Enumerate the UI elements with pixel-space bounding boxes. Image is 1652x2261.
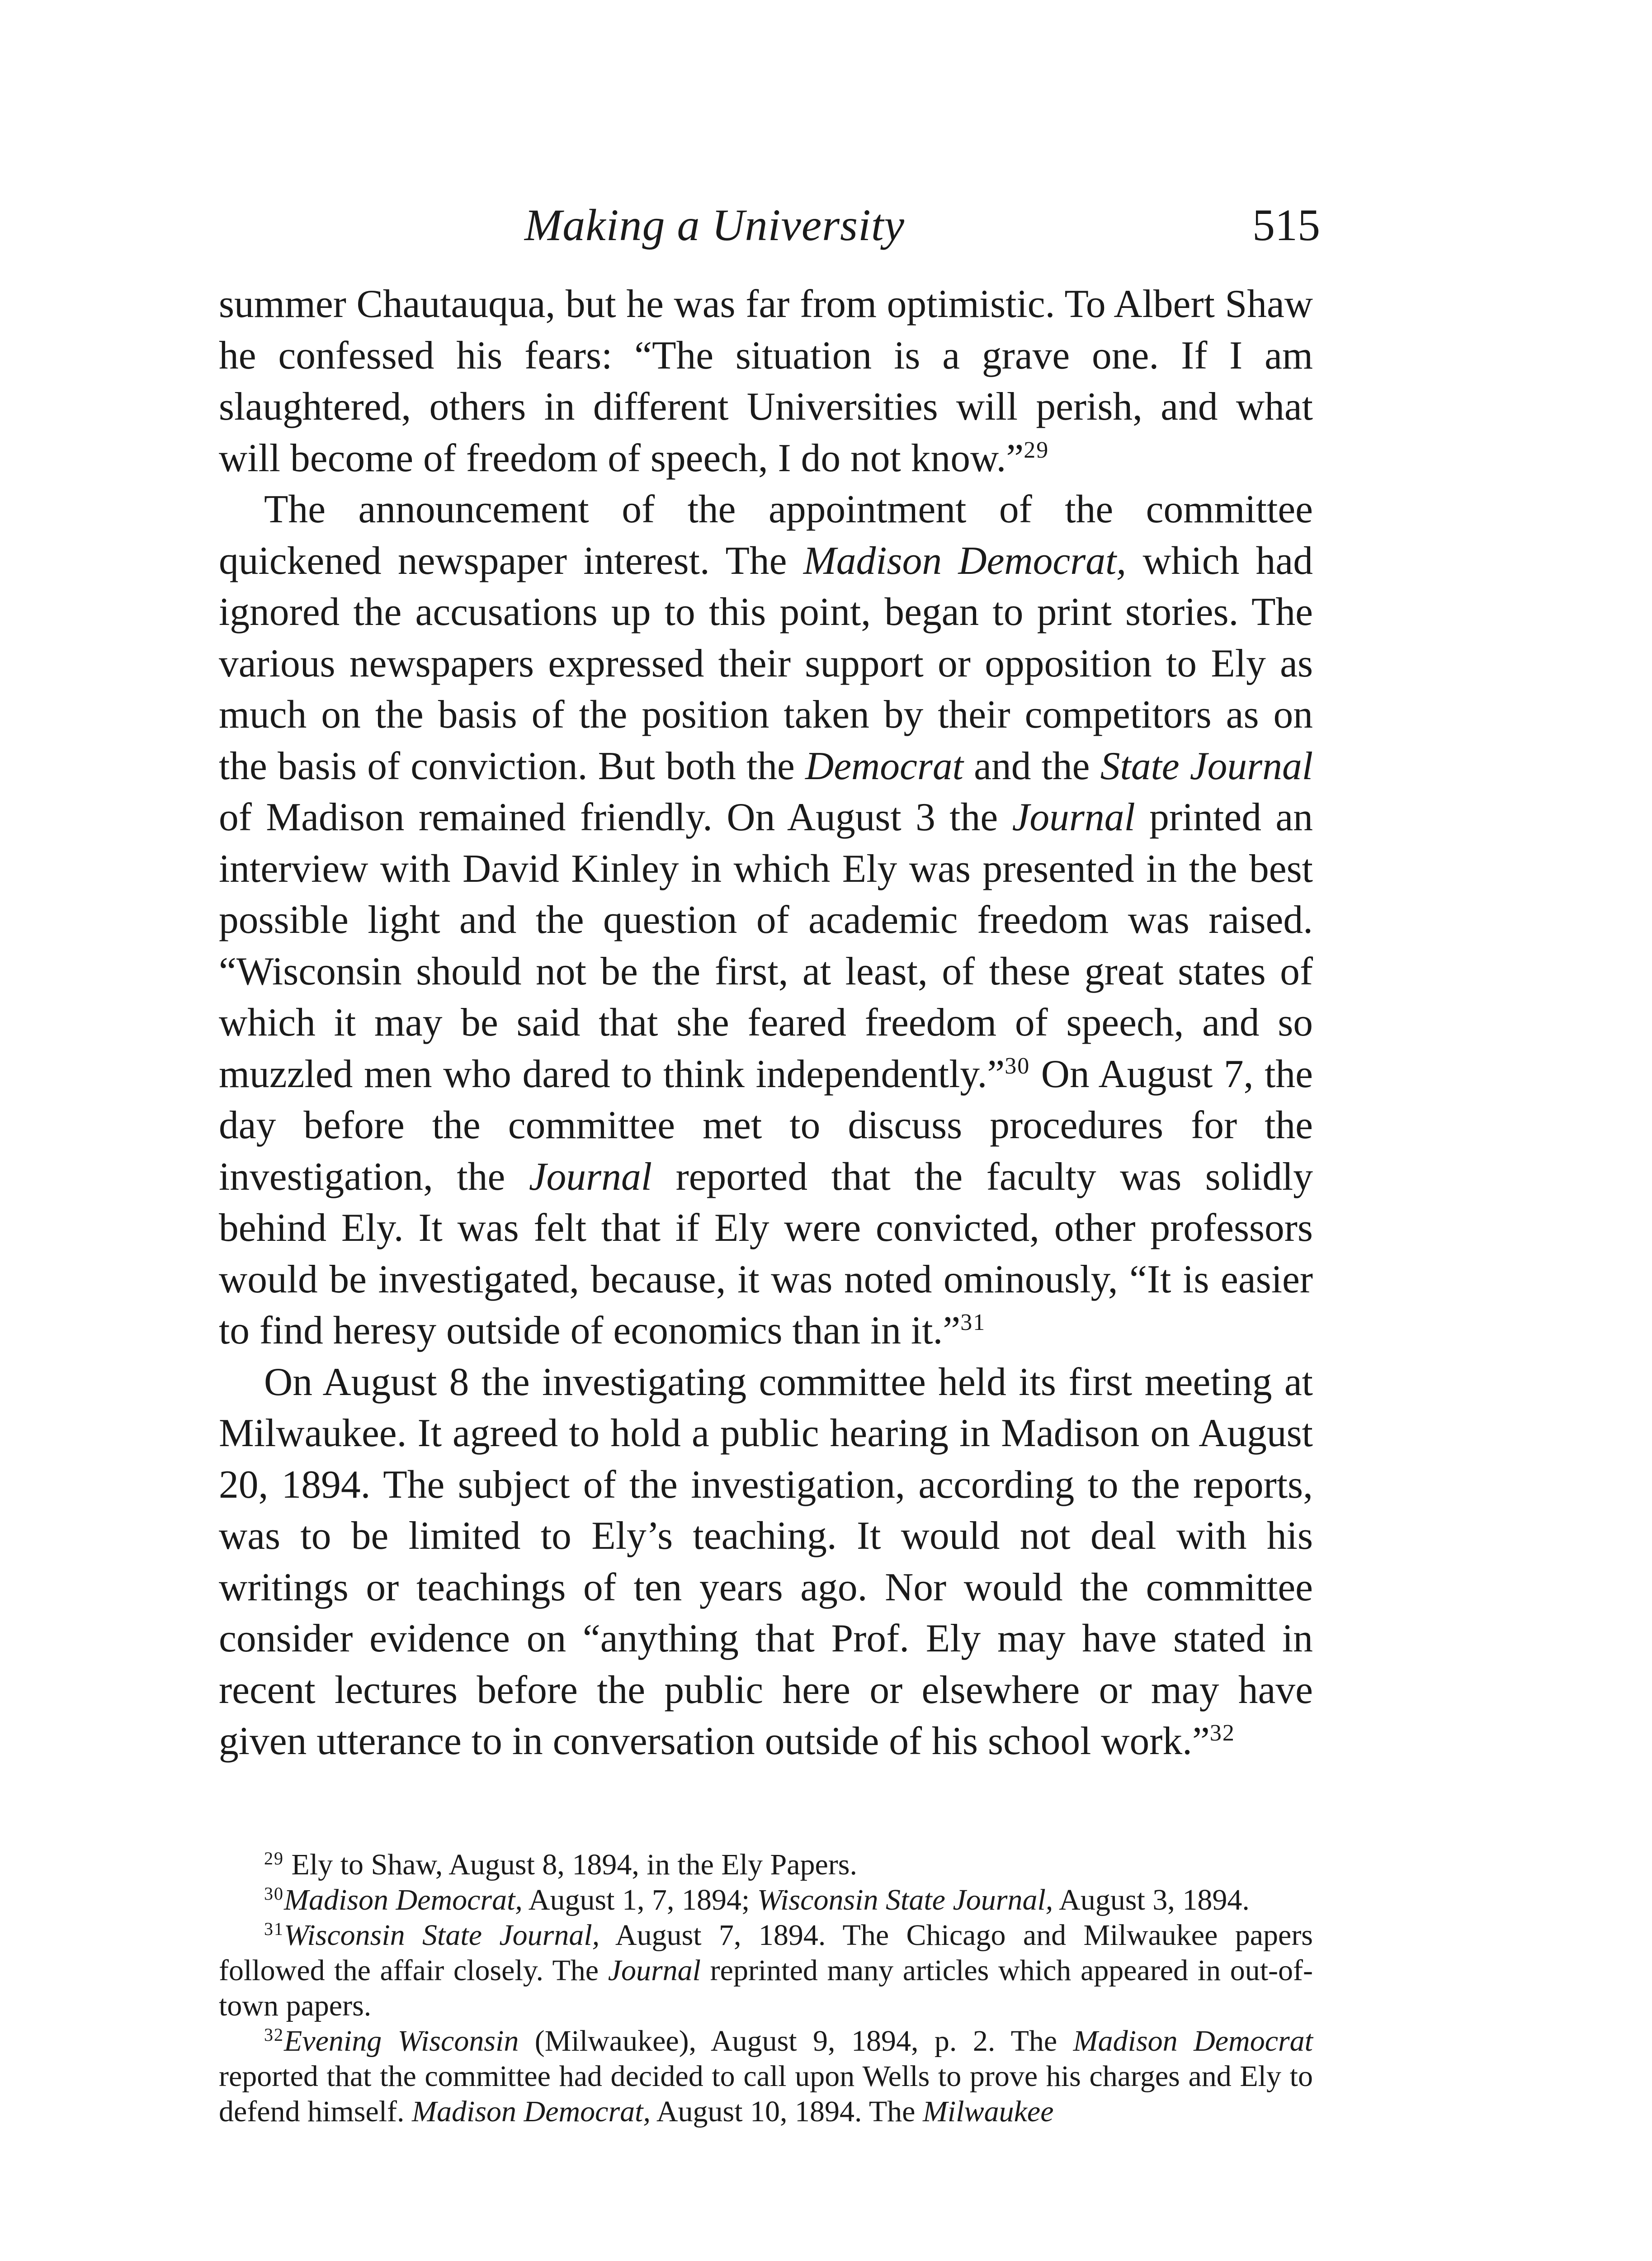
italic-title: Journal: [1012, 795, 1135, 839]
italic-title: State Journal: [1100, 743, 1313, 788]
text-run: August 7, 1894. The Chicago and Milwaukee papers followed the affair closely. The: [219, 1919, 1313, 1987]
italic-title: Madison Democrat,: [412, 2095, 651, 2128]
text-run: Ely to Shaw, August 8, 1894, in the Ely Papers.: [284, 1848, 857, 1881]
footnotes: [219, 1847, 1313, 2129]
footnote-ref-32: 32: [1209, 1720, 1235, 1746]
italic-title: Journal: [529, 1154, 652, 1198]
text-run: reprinted many articles which appeared in out-of-town papers.: [219, 1954, 1313, 2022]
paragraph-3: [219, 1356, 1313, 1767]
footnote-31: [219, 1918, 1313, 2024]
italic-title: Journal: [608, 1954, 701, 1987]
page-number: 515: [1252, 200, 1320, 250]
footnote-32: [219, 2024, 1313, 2129]
italic-title: Democrat: [805, 743, 963, 788]
italic-title: Wisconsin State Journal,: [284, 1919, 600, 1952]
text-run: The announcement of the appointment of the committee quickened newspaper interest. The: [219, 487, 1313, 582]
footnote-number: 32: [264, 2024, 284, 2045]
italic-title: Madison Democrat,: [284, 1883, 523, 1916]
text-run: August 3, 1894.: [1053, 1883, 1250, 1916]
footnote-number: 29: [264, 1848, 284, 1868]
body-text: [219, 278, 1313, 1767]
text-run: reported that the faculty was solidly behind Ely. It was felt that if Ely were convicted, other professors would be investigated, because, it was noted ominously, “It is easier to find heresy outside of economics than in it.”: [219, 1154, 1313, 1352]
italic-title: Milwaukee: [922, 2095, 1054, 2128]
footnote-ref-31: 31: [960, 1310, 986, 1335]
text-run: August 1, 7, 1894;: [522, 1883, 757, 1916]
paragraph-1: [219, 278, 1313, 483]
paragraph-2: [219, 483, 1313, 1356]
footnote-29: [219, 1847, 1313, 1883]
footnote-30: [219, 1883, 1313, 1918]
italic-title: Madison Democrat: [1073, 2024, 1313, 2058]
text-run: of Madison remained friendly. On August 3 the: [219, 795, 1012, 839]
italic-title: Madison Democrat,: [803, 538, 1127, 582]
footnote-number: 31: [264, 1919, 284, 1939]
text-run: printed an interview with David Kinley in which Ely was presented in the best possible light and the question of academic freedom was raised. “Wisconsin should not be the first, at least, of these great states of which it may be said that she feared freedom of speech, and so muzzled men who dared to think independently.”: [219, 795, 1313, 1096]
text-run: (Milwaukee), August 9, 1894, p. 2. The: [519, 2024, 1073, 2058]
italic-title: Evening Wisconsin: [284, 2024, 519, 2058]
italic-title: Wisconsin State Journal,: [757, 1883, 1053, 1916]
text-run: and the: [963, 743, 1100, 788]
text-run: On August 8 the investigating committee held its first meeting at Milwaukee. It agreed to hold a public hearing in Madison on August 20, 1894. The subject of the investigation, according to the reports, was to be limited to Ely’s teaching. It would not deal with his writings or teachings of ten years ago. Nor would the committee consider evidence on “anything that Prof. Ely may have stated in recent lectures before the public here or elsewhere or may have given utterance to in conversation outside of his school work.”: [219, 1359, 1313, 1763]
text-run: reported that the committee had decided to call upon Wells to prove his charges and Ely to defend himself.: [219, 2060, 1313, 2128]
page-header: [524, 199, 1320, 258]
footnote-number: 30: [264, 1883, 284, 1904]
text-run: August 10, 1894. The: [650, 2095, 923, 2128]
footnote-ref-29: 29: [1024, 437, 1049, 463]
text-run: On August 7, the day before the committee met to discuss procedures for the investigation, the: [219, 1051, 1313, 1198]
running-head: Making a University: [524, 200, 905, 250]
footnote-ref-30: 30: [1005, 1053, 1030, 1079]
text-run: which had ignored the accusations up to this point, began to print stories. The various newspapers expressed their support or opposition to Ely as much on the basis of the position taken by their competitors as on the basis of conviction. But both the: [219, 538, 1313, 788]
text-run: summer Chautauqua, but he was far from optimistic. To Albert Shaw he confessed his fears: “The situation is a grave one. If I am slaughtered, others in different Universities will perish, and what will become of freedom of speech, I do not know.”: [219, 282, 1313, 480]
